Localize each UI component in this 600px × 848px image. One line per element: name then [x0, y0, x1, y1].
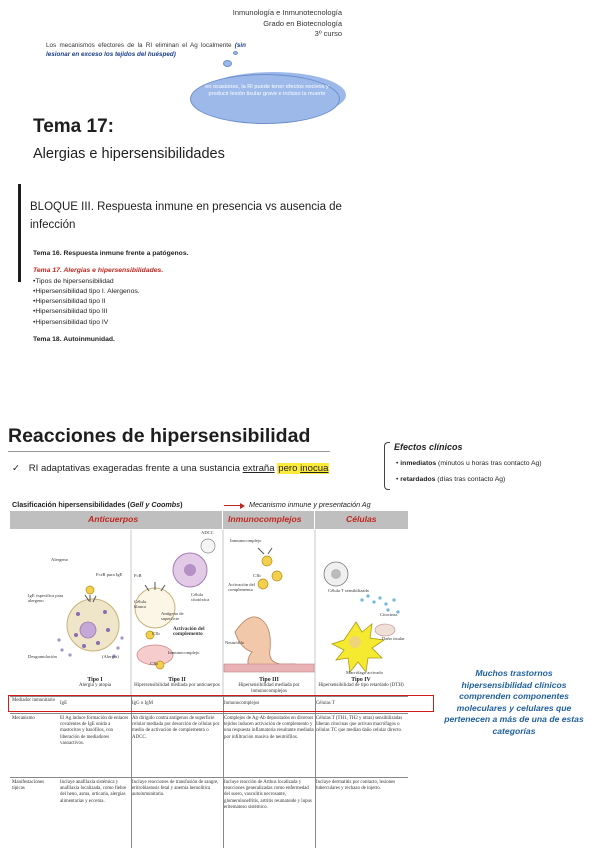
thought-bubble-medium [223, 60, 232, 67]
label-ige-especifica: IgE específica para alergeno [28, 593, 64, 604]
intro-emphasis: (sin lesionar en exceso los tejidos del huésped) [46, 42, 246, 58]
course-subject: Inmunología e Inmunotecnología [232, 8, 342, 17]
mechanism-illustrations [10, 530, 408, 696]
hypersensitivity-table [10, 511, 408, 848]
header-anticuerpos: Anticuerpos [88, 514, 139, 524]
label-activacion-complemento: Activación del complemento [173, 626, 205, 638]
definition-bullet [12, 463, 329, 474]
label-fcr: FcR [134, 573, 142, 578]
tipo-iii-caption: Tipo III Hipersensibilidad mediada por inmunocomplejos [238, 677, 300, 694]
slide-left-bar [18, 184, 21, 282]
label-macrofago: Macrófago activado [346, 670, 383, 675]
bullet-extrana: extraña [242, 463, 275, 474]
tema18-item: Tema 18. Autoinmunidad. [33, 336, 115, 344]
side-note: Muchos trastornos hipersensibilidad clínicos comprenden componentes moleculares y celulares que pertenecen a más de una de estas categorías [444, 668, 584, 736]
slide-reacciones [0, 418, 600, 848]
course-info [233, 8, 342, 40]
mecanismo-label: Mecanismo inmune y presentación Ag [249, 500, 371, 509]
arrow-head-icon [240, 503, 245, 509]
cloud-text: en ocasiones, la RI puede tener efectos nocivos y producir lesión tisular grave e incluso la muerte [205, 84, 329, 97]
label-activacion-complemento: Activación del complemento [228, 582, 255, 593]
label-neutrofilo: Neutrófilo [225, 640, 245, 645]
intro-main: Los mecanismos efectores de la RI eliminan el Ag localmente [46, 42, 232, 49]
label-celula-blanco: Célula blanco [134, 599, 147, 610]
highlighted-phrase: pero inocua [278, 463, 329, 474]
row-mecanismo: Mecanismo El Ag induce formación de enlaces covalentes de IgE unida a mastocitos y basófilos, con liberación de mediadores vasoactivos. Ab dirigido contra antígenos de superficie celular mediada por desorción de células por medio de activación de complemento o ADCC. Complejos de Ag-Ab depositados en diversos tejidos inducen activación de complemento y una respuesta inflamatoria resultante mediada por infiltración masiva de neutrófilos. Células T (TH1, TH2 y otras) sensibilizadas liberan citocinas que activan macrófagos o células TC que median daño celular directo. [10, 713, 408, 769]
subtopic-item: •Tipos de hipersensibilidad [33, 277, 114, 285]
mast-cell-icon [57, 586, 123, 658]
label-desgranulacion: Desgranulación [28, 654, 57, 659]
row-manifestaciones: Manifestaciones típicas Incluye anafilaxia sistémica y anafilaxia localizada, como fiebre del heno, asma, urticaria, alergias alimentarias y eccema. Incluye reacciones de transfusión de sangre, eritroblastosis fetal y anemia hemolítica autoinmunitaria. Incluye reacción de Arthus localizada y reacciones generalizadas como enfermedad del suero, vasculitis necrosante, glomerulonefritis, artritis reumatoide y lupus eritematoso sistémico. Incluye dermatitis por contacto, lesiones tuberculares y rechazo de injerto. [10, 777, 408, 848]
label-c3b: C3b [253, 573, 261, 578]
course-year: 3º curso [314, 29, 342, 38]
bullet-text: RI adaptativas exageradas frente a una sustancia [28, 463, 240, 474]
tema16-item: Tema 16. Respuesta inmune frente a patógenos. [33, 250, 189, 257]
slide-bloque-iii [18, 184, 356, 399]
header-inmunocomplejos: Inmunocomplejos [228, 514, 302, 524]
label-antigeno-superficie: Antígeno de superficie [161, 611, 184, 622]
course-degree: Grado en Biotecnología [263, 18, 342, 28]
efectos-title: Efectos clínicos [394, 442, 463, 452]
bullet-inocua: inocua [300, 463, 329, 474]
subtopic-item: •Hipersensibilidad tipo II [33, 298, 106, 306]
intro-text [46, 42, 246, 59]
thought-bubble-small [233, 51, 238, 55]
subtopic-item: •Hipersensibilidad tipo III [33, 308, 108, 316]
label-c3b: C3b [152, 631, 160, 636]
label-alergeno: Alergeno [51, 557, 69, 562]
subtopic-item: •Hipersensibilidad tipo IV [33, 318, 109, 326]
label-celula-t: Célula T sensibilizada [328, 588, 369, 593]
subtopic-item: •Hipersensibilidad tipo I. Alergenos. [33, 287, 140, 295]
thought-cloud [190, 74, 340, 124]
label-inmunocomplejo: Inmunocomplejo [230, 538, 262, 543]
label-celula-citotoxica: Célula citotóxica [191, 592, 210, 603]
slide-tema-17 [0, 0, 600, 180]
clasificacion-label: Clasificación hipersensibilidades (Gell y Coombs) [12, 500, 183, 509]
bloque-title: BLOQUE III. Respuesta inmune en presencia vs ausencia de infección [30, 201, 342, 231]
tema-subtitle: Alergias e hipersensibilidades [33, 146, 225, 162]
efecto-retardados: • retardados (días tras contacto Ag) [396, 476, 506, 483]
label-citocinas: Citocinas [380, 612, 398, 617]
reacciones-title: Reacciones de hipersensibilidad [8, 425, 311, 447]
tema17-item: Tema 17. Alergias e hipersensibilidades. [33, 267, 164, 275]
label-adcc: ADCC [201, 530, 214, 535]
tipo-iv-caption: Tipo IV Hipersensibilidad de tipo retardado (DTH) [318, 677, 404, 688]
tipo-i-caption: Tipo I Alergia y atopia [78, 677, 112, 688]
tema-title: Tema 17: [33, 116, 114, 137]
title-underline [8, 451, 330, 452]
label-c3b: C3b [150, 661, 158, 666]
checkmark-icon: ✓ [12, 463, 21, 474]
row-mediador: Mediador inmunitario IgE IgG o IgM Inmunocomplejos Células T [10, 696, 408, 712]
header-celulas: Células [346, 514, 377, 524]
highlight-box [8, 695, 434, 712]
tipo-ii-caption: Tipo II Hipersensibilidad mediada por anticuerpos [134, 677, 220, 688]
brace [384, 442, 390, 490]
topic-list [33, 249, 343, 345]
efecto-inmediatos: • inmediatos (minutos u horas tras contacto Ag) [396, 460, 542, 467]
label-dano-tisular: Daño tisular [382, 636, 405, 641]
label-inmunocomplejo: Inmunocomplejo [168, 650, 200, 655]
label-alergia: (Alergia) [102, 654, 119, 659]
label-fcer: FcεR para IgE [96, 572, 123, 577]
immune-complex-icon [224, 548, 314, 672]
